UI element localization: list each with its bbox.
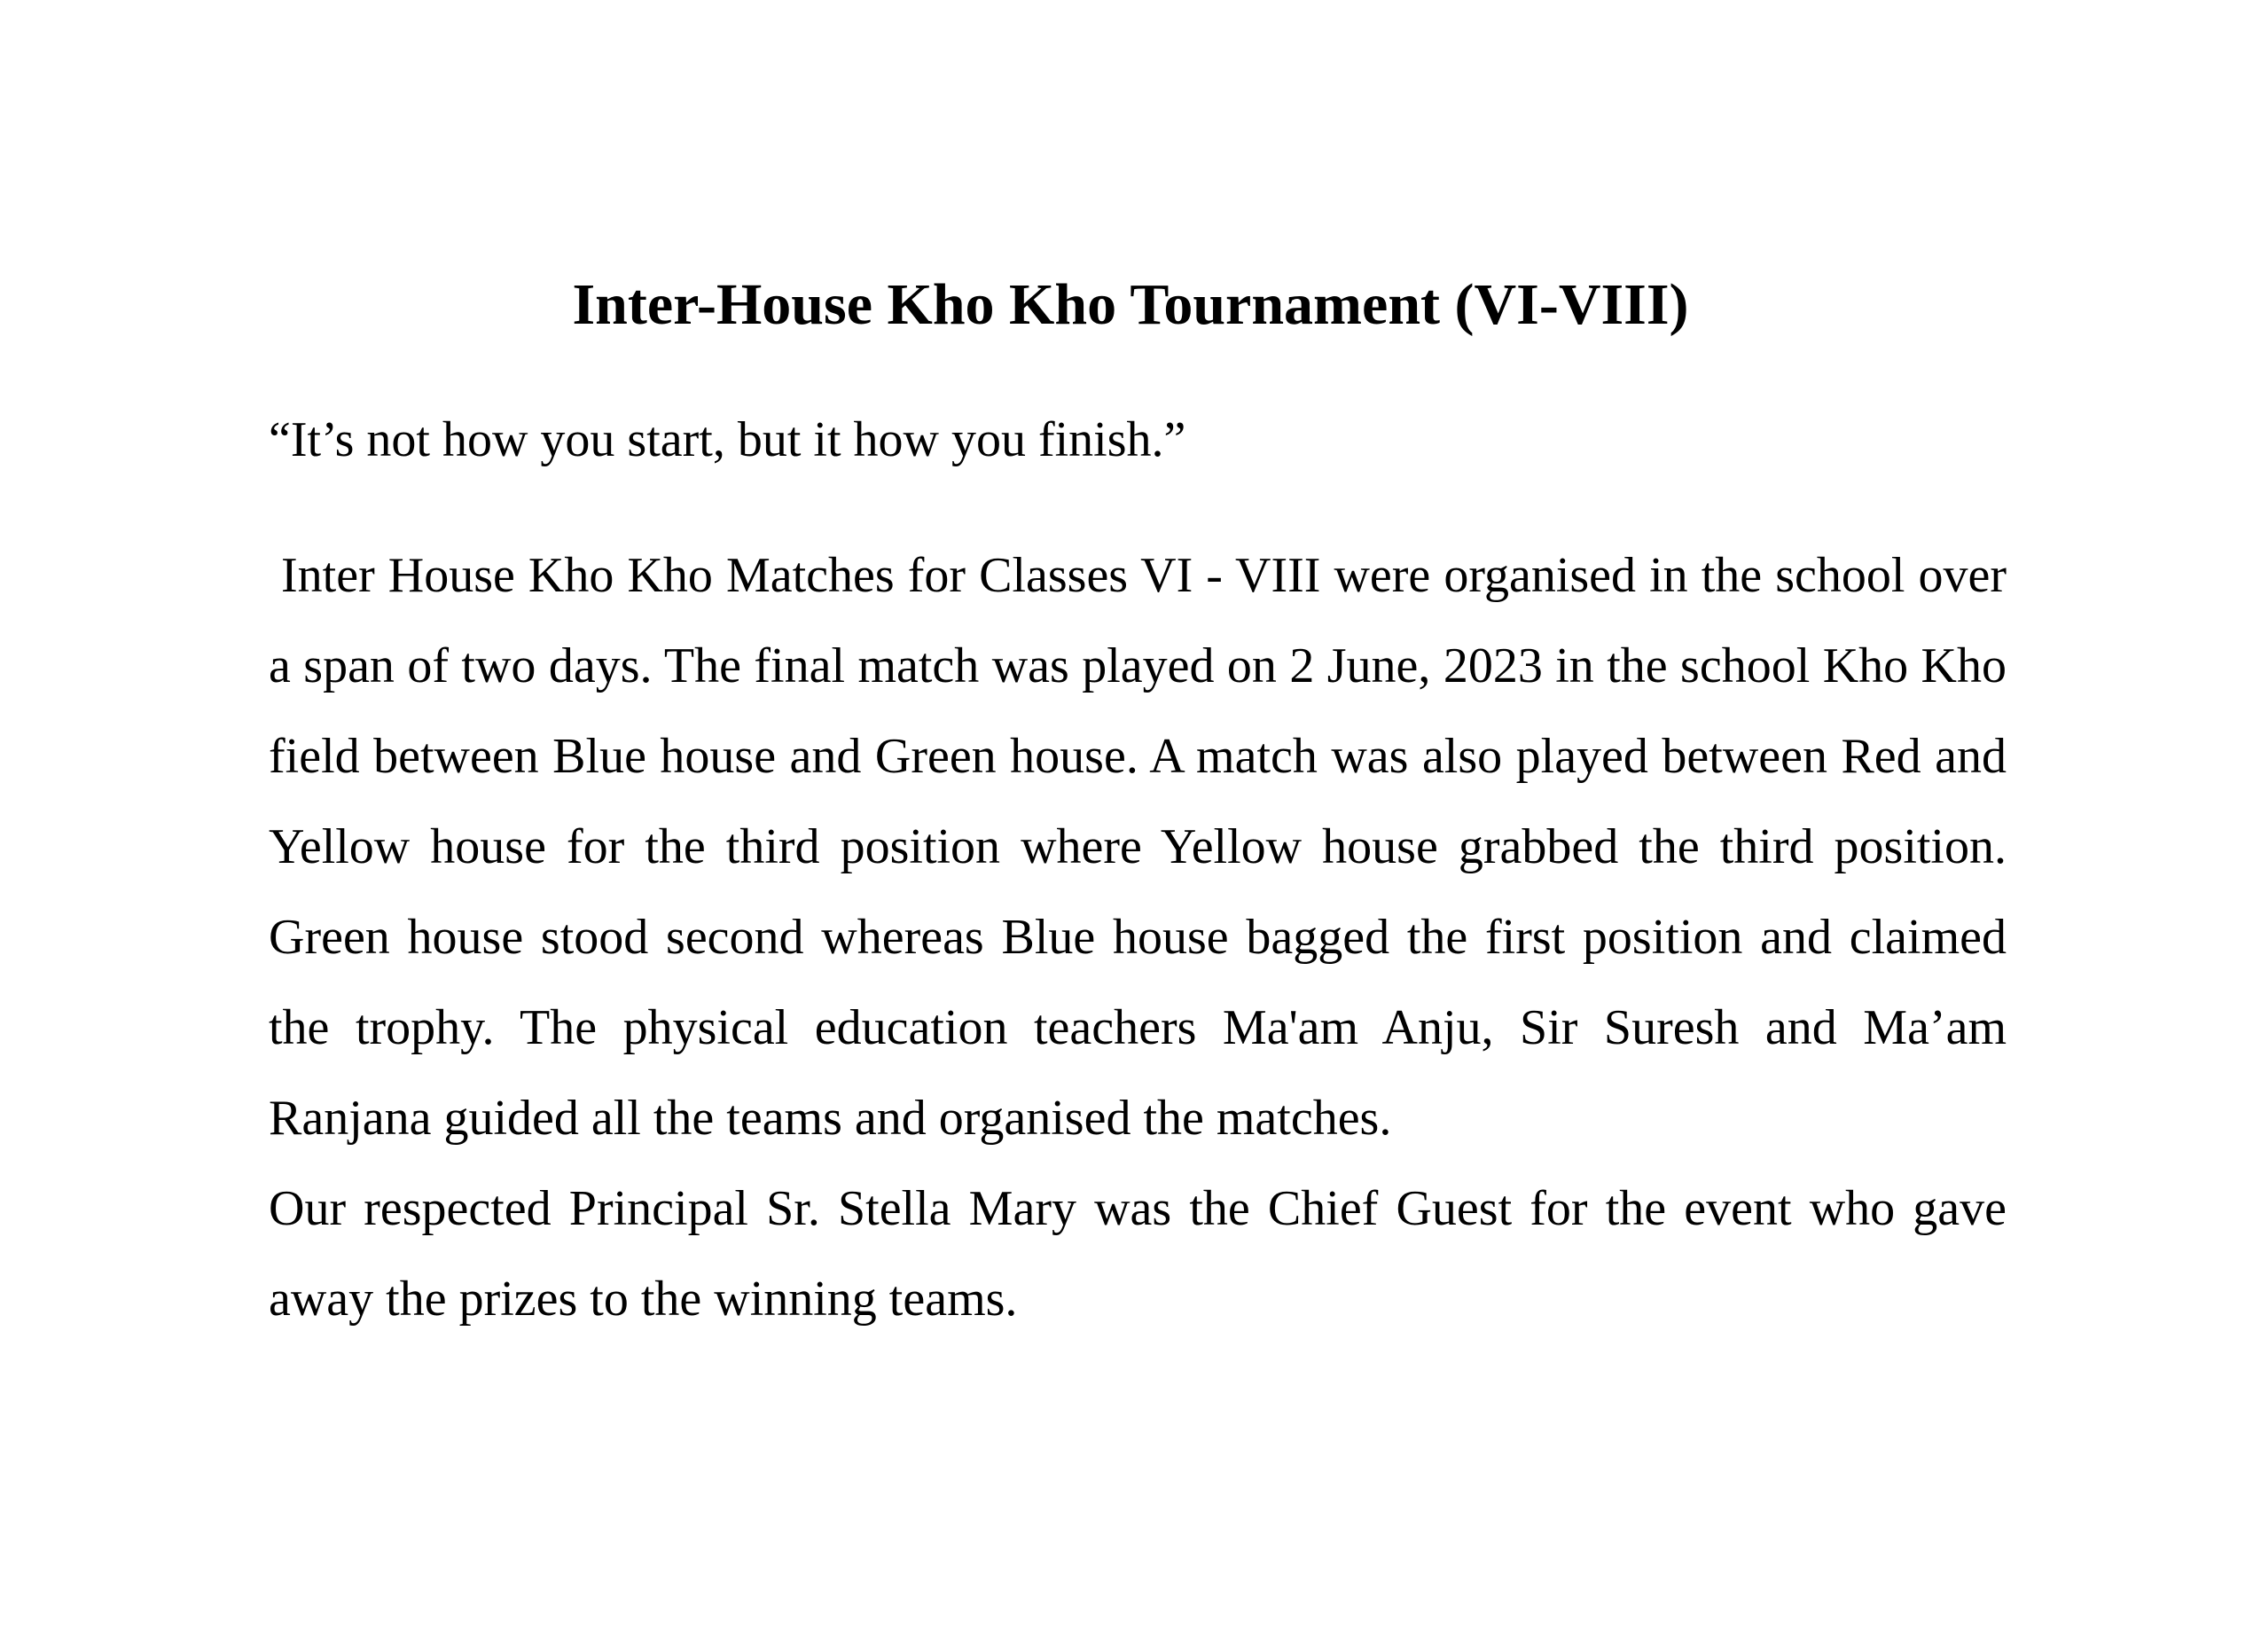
paragraph-chief-guest: Our respected Principal Sr. Stella Mary was the Chief Guest for the event who gave away the prizes to the winning teams.	[269, 1181, 2007, 1327]
document-title: Inter-House Kho Kho Tournament (VI-VIII)	[572, 272, 1689, 337]
opening-quote: “It’s not how you start, but it how you finish.”	[269, 412, 1186, 467]
document-body	[269, 530, 2007, 1344]
paragraph-matches: Inter House Kho Kho Matches for Classes VI - VIII were organised in the school over a span of two days. The final match was played on 2 June, 2023 in the school Kho Kho field between Blue house and Green house. A match was also played between Red and Yellow house for the third position where Yellow house grabbed the third position. Green house stood second whereas Blue house bagged the first position and claimed the trophy. The physical education teachers Ma'am Anju, Sir Suresh and Ma’am Ranjana guided all the teams and organised the matches.	[269, 548, 2007, 1146]
